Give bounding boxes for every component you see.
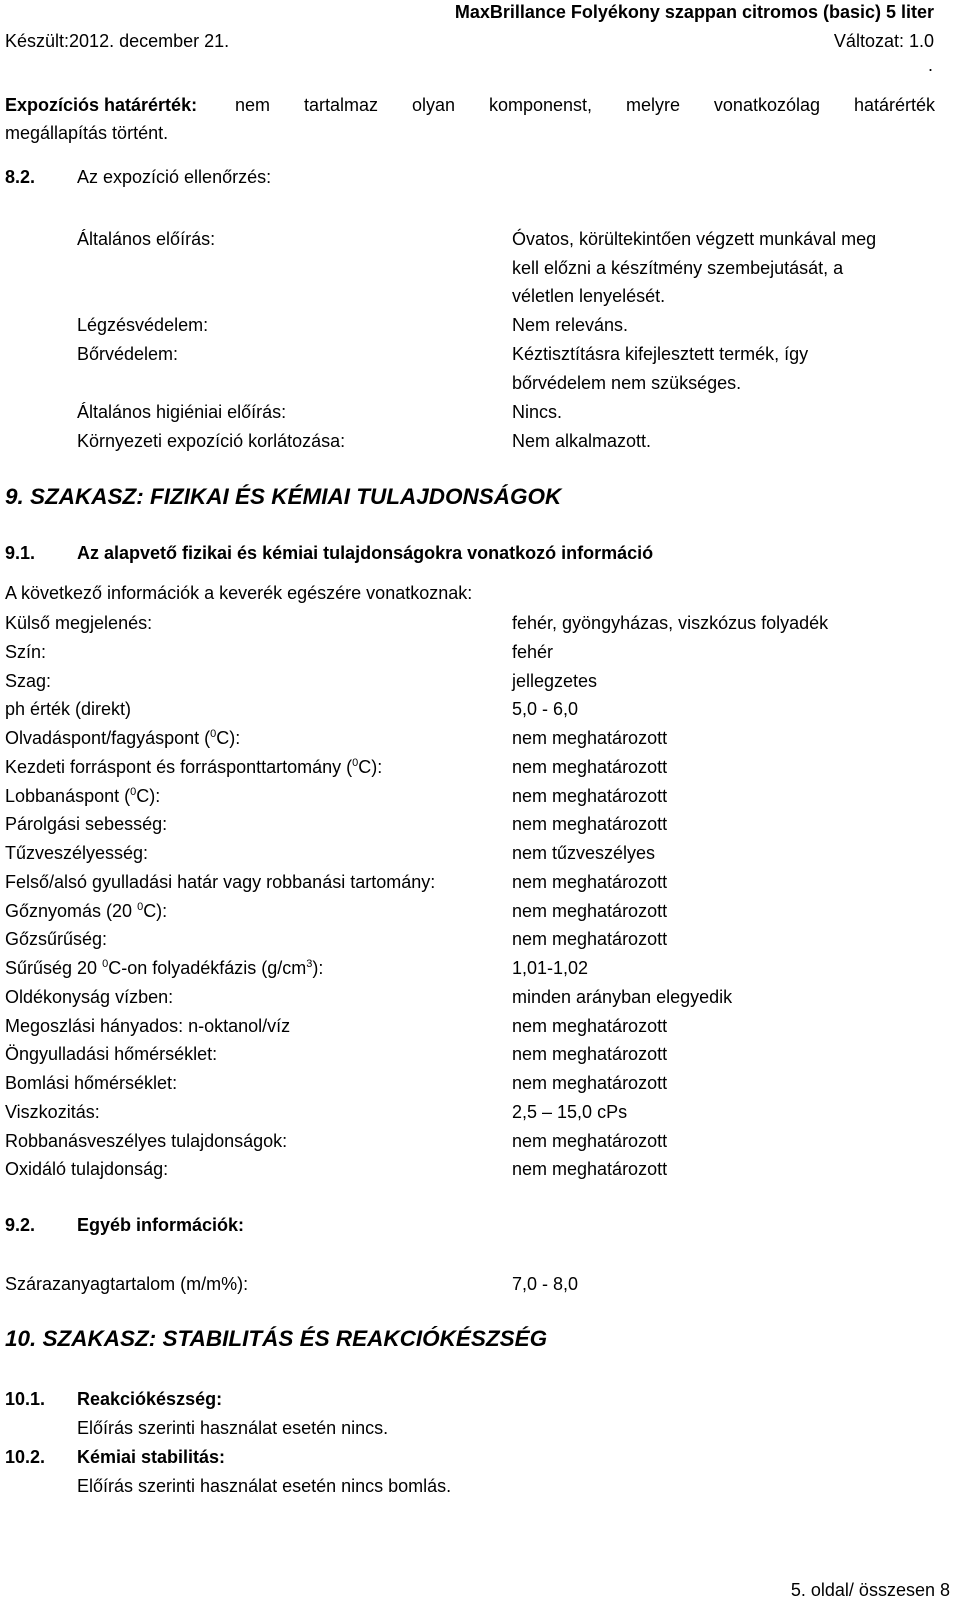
exposure-limit-word: nem [235, 95, 271, 115]
property-label: Külső megjelenés: [5, 613, 153, 633]
subsection-text: Előírás szerinti használat esetén nincs bomlás. [77, 1476, 452, 1496]
property-value: nem meghatározott [512, 1131, 668, 1151]
property-label-part: Gőznyomás (20 [5, 901, 138, 921]
property-label [5, 959, 323, 977]
property-label: Szín: [5, 642, 47, 662]
property-label [5, 787, 160, 805]
property-label-part: Sűrűség 20 [5, 958, 103, 978]
property-value: nem meghatározott [512, 1044, 668, 1064]
exposure-row-value: Nem alkalmazott. [512, 431, 652, 451]
exposure-row-label: Környezeti expozíció korlátozása: [77, 431, 346, 451]
degree-superscript: 0 [210, 728, 217, 740]
property-label-part: C): [143, 901, 168, 921]
property-value: nem meghatározott [512, 786, 668, 806]
property-value: 5,0 - 6,0 [512, 699, 579, 719]
property-value: fehér [512, 642, 554, 662]
property-label-part: Lobbanáspont ( [5, 786, 131, 806]
property-label-part: C): [136, 786, 161, 806]
property-label [5, 758, 382, 776]
property-label: Párolgási sebesség: [5, 814, 168, 834]
unit-superscript: 3 [306, 958, 313, 970]
property-label: Viszkozitás: [5, 1102, 100, 1122]
section-10-title: 10. SZAKASZ: STABILITÁS ÉS REAKCIÓKÉSZSÉG [5, 1326, 548, 1351]
property-value: nem meghatározott [512, 872, 668, 892]
exposure-row-label: Légzésvédelem: [77, 315, 209, 335]
subsection-title: Reakciókészség: [77, 1389, 223, 1409]
property-label: Szag: [5, 671, 52, 691]
property-label: Oxidáló tulajdonság: [5, 1159, 169, 1179]
page-number: 5. oldal/ összesen 8 [790, 1580, 950, 1600]
exposure-limit-line2: megállapítás történt. [5, 123, 169, 143]
prepared-label: Készült: [5, 31, 70, 51]
subsection-9-2-title: Egyéb információk: [77, 1215, 245, 1235]
subsection-text: Előírás szerinti használat esetén nincs. [77, 1418, 389, 1438]
subsection-number: 8.2. [5, 167, 36, 187]
property-value: 1,01-1,02 [512, 958, 589, 978]
exposure-limit-word: olyan [411, 95, 455, 115]
subsection-9-2-number: 9.2. [5, 1215, 36, 1235]
property-label: Megoszlási hányados: n-oktanol/víz [5, 1016, 291, 1036]
product-title: MaxBrillance Folyékony szappan citromos (basic) 5 liter [454, 2, 934, 22]
intro-text: A következő információk a keverék egészére vonatkoznak: [5, 583, 473, 603]
property-value: fehér, gyöngyházas, viszkózus folyadék [512, 613, 829, 633]
dry-matter-label: Szárazanyagtartalom (m/m%): [5, 1274, 249, 1294]
exposure-row-value: kell előzni a készítmény szembejutását, a [512, 257, 844, 278]
subsection-9-1-number: 9.1. [5, 543, 36, 563]
property-value: jellegzetes [512, 671, 598, 691]
property-label-part: C): [216, 728, 241, 748]
degree-superscript: 0 [352, 757, 359, 769]
property-value: nem meghatározott [512, 728, 668, 748]
property-value: nem meghatározott [512, 757, 668, 777]
property-value: minden arányban elegyedik [512, 987, 733, 1007]
property-label [5, 902, 167, 920]
exposure-row-value: véletlen lenyelését. [512, 286, 666, 307]
property-value: nem meghatározott [512, 1159, 668, 1179]
version-label: Változat: 1.0 [833, 31, 934, 51]
property-label: Bomlási hőmérséklet: [5, 1073, 178, 1093]
exposure-limit-text [235, 96, 935, 114]
corner-mark: . [927, 55, 933, 75]
property-value: nem meghatározott [512, 901, 668, 921]
exposure-row-label: Bőrvédelem: [77, 344, 179, 364]
exposure-row-value: Kéztisztításra kifejlesztett termék, így [512, 344, 809, 364]
exposure-row-label: Általános higiéniai előírás: [77, 402, 287, 422]
exposure-limit-word: határérték [853, 95, 935, 115]
property-label: Oldékonyság vízben: [5, 987, 174, 1007]
prepared-line [5, 32, 229, 50]
exposure-row-label: Általános előírás: [77, 229, 216, 249]
subsection-number: 10.1. [5, 1389, 46, 1409]
exposure-row-value: bőrvédelem nem szükséges. [512, 372, 742, 393]
property-label: Öngyulladási hőmérséklet: [5, 1044, 218, 1064]
property-label [5, 729, 240, 747]
property-label: Tűzveszélyesség: [5, 843, 149, 863]
exposure-limit-word: komponenst, [488, 95, 592, 115]
property-label-part: Olvadáspont/fagyáspont ( [5, 728, 211, 748]
property-label-part: C): [358, 757, 383, 777]
property-value: nem tűzveszélyes [512, 843, 656, 863]
property-label: Robbanásveszélyes tulajdonságok: [5, 1131, 288, 1151]
prepared-date: 2012. december 21. [69, 31, 230, 51]
exposure-limit-line [5, 96, 935, 114]
dry-matter-value: 7,0 - 8,0 [512, 1274, 579, 1294]
exposure-row-value: Nem releváns. [512, 315, 629, 335]
property-value: nem meghatározott [512, 814, 668, 834]
exposure-limit-word: vonatkozólag [713, 95, 820, 115]
exposure-limit-word: tartalmaz [303, 95, 378, 115]
property-value: nem meghatározott [512, 1016, 668, 1036]
exposure-row-value: Nincs. [512, 402, 563, 422]
exposure-limit-word: melyre [625, 95, 680, 115]
property-label: Gőzsűrűség: [5, 929, 108, 949]
degree-superscript: 0 [137, 901, 144, 913]
exposure-row-value: Óvatos, körültekintően végzett munkával meg [512, 229, 877, 249]
degree-superscript: 0 [130, 786, 137, 798]
property-value: nem meghatározott [512, 1073, 668, 1093]
property-label-part: ): [312, 958, 324, 978]
property-value: nem meghatározott [512, 929, 668, 949]
exposure-limit-label: Expozíciós határérték: [5, 95, 198, 115]
property-label: Felső/alsó gyulladási határ vagy robbanási tartomány: [5, 872, 436, 892]
subsection-number: 10.2. [5, 1447, 46, 1467]
subsection-title: Az expozíció ellenőrzés: [77, 167, 272, 187]
property-label-part: Kezdeti forráspont és forrásponttartomány ( [5, 757, 353, 777]
degree-superscript: 0 [102, 958, 109, 970]
property-value: 2,5 – 15,0 cPs [512, 1102, 628, 1122]
property-label: ph érték (direkt) [5, 699, 132, 719]
property-label-part: C-on folyadékfázis (g/cm [108, 958, 307, 978]
subsection-title: Kémiai stabilitás: [77, 1447, 226, 1467]
section-9-title: 9. SZAKASZ: FIZIKAI ÉS KÉMIAI TULAJDONSÁGOK [5, 484, 562, 509]
subsection-9-1-title: Az alapvető fizikai és kémiai tulajdonságokra vonatkozó információ [77, 543, 654, 563]
